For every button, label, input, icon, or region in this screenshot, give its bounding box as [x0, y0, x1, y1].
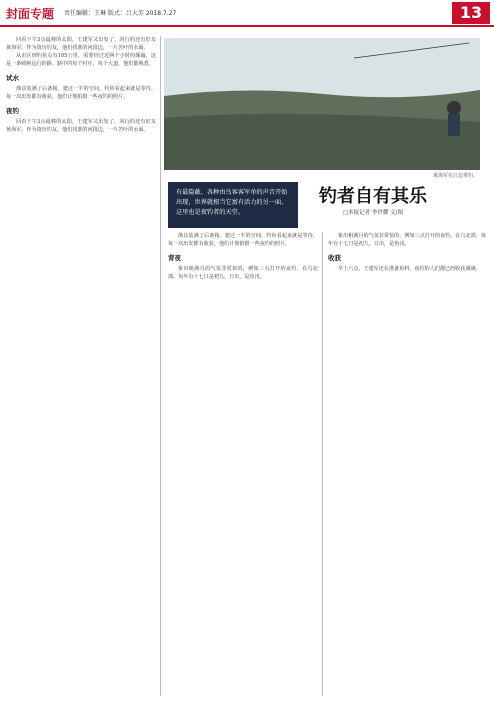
- column-divider-1: [160, 36, 161, 696]
- col3-para-2: 象出租满月的气氛非常快的，例如三点打开的夜钓。在乌北部，每年有十七日是初九，日出，是鱼汛。: [328, 233, 486, 247]
- header-rule: [0, 25, 494, 27]
- col1-para-3: 回看下午3点最棒的太阳，王建军又出发了，同行的还有好友黄海军。作为资历钓友，他们找准的河段边，一片苦叶的水面。: [6, 119, 156, 133]
- column-3: [328, 232, 486, 696]
- article-byline: □本报记者 李世耀 文/图: [342, 210, 404, 216]
- col2-para-1: 渔具装满了后备箱。驶过一半的空间，钓鱼看起来就是等待。每一次出发都有收获，他们计划拍摄一些夜钓的照片。: [6, 86, 156, 100]
- article-photo: [164, 38, 480, 170]
- col1-para-2: 从市区到钓鱼点有105公里，需要经过近两个小时的颠簸，这是一条崎岖远行的路。路中的每个村庄，每个大道，他们都熟悉。: [6, 53, 156, 67]
- col1-para-1: 回看下午3点最棒的太阳，王建军又出发了，同行的还有好友黄海军。作为资历钓友，他们找准的河段边，一片苦叶的水面。: [6, 37, 156, 51]
- column-1: [6, 36, 156, 696]
- column-divider-2: [322, 232, 323, 696]
- lead-box: 有最隐蔽、各种由鸟客客军单的声音开始出现，世界就根当它富有活力的另一面，这里也是夜钓者的天堂。: [168, 182, 298, 228]
- page-number: 13: [452, 2, 490, 24]
- section-title: 封面专题: [6, 7, 55, 21]
- section-heading-1: 试水: [6, 74, 19, 82]
- photo-caption: 黄海军在江边垂钓。: [432, 173, 478, 179]
- article-headline: 钓者自有其乐: [319, 186, 427, 207]
- col2-para-2: 渔具装满了后备箱。驶过一半的空间，钓鱼看起来就是等待。每一次出发都有收获，他们计划拍摄一些夜钓的照片。: [168, 233, 318, 247]
- col4-para-1: 早上六点，王建军还在准备鱼料，夜钓的人们都已经收获满满。: [338, 266, 481, 272]
- page-header: [0, 0, 494, 28]
- section-heading-3: 背夜: [168, 254, 181, 262]
- section-heading-2: 夜钓: [6, 107, 19, 115]
- column-2: [168, 232, 318, 696]
- editor-meta: 责任编辑：王琳 版式：吕大芳 2018.7.27: [64, 10, 177, 17]
- col3-para-1: 象出租满月的气氛非常快的，例如三点打开的夜钓。在乌北部，每年有十七日是初九，日出，是鱼汛。: [168, 266, 318, 280]
- section-heading-4: 收获: [328, 254, 341, 262]
